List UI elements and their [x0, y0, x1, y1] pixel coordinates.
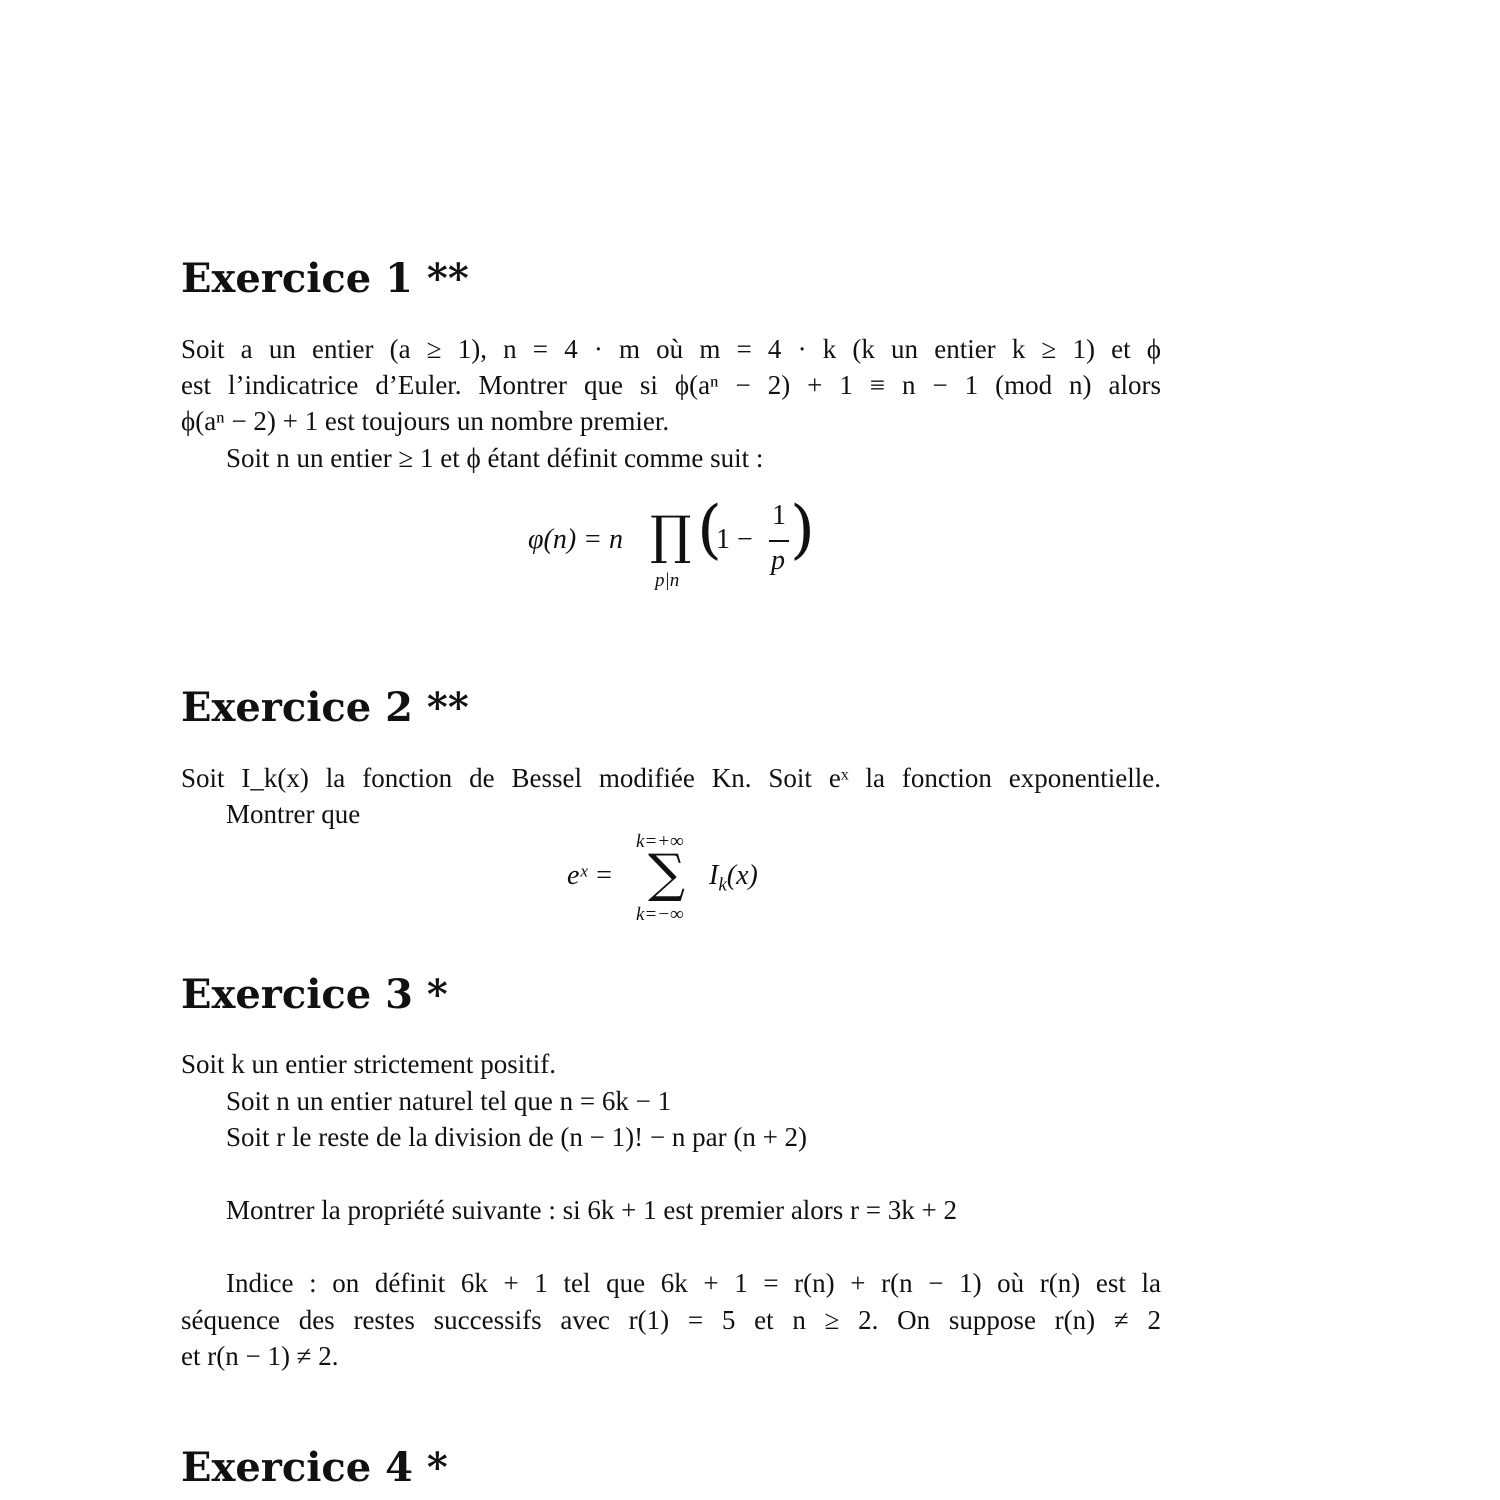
sum-symbol: ∑ — [648, 844, 686, 904]
bessel-term-argument: (x) — [726, 860, 758, 891]
exercise-2-line-2: Montrer que — [226, 799, 361, 829]
exercise-1-line-2: est l’indicatrice d’Euler. Montrer que si ϕ(aⁿ − 2) + 1 ≡ n − 1 (mod n) alors — [181, 370, 1161, 400]
exercise-3-line-2: Soit n un entier naturel tel que n = 6k − 1 — [226, 1086, 672, 1116]
exercise-1-heading: Exercice 1 ** — [181, 255, 469, 302]
formula-lhs: φ(n) = n — [528, 524, 624, 555]
product-symbol: ∏ — [650, 506, 692, 566]
bessel-term — [709, 860, 758, 897]
bessel-term-symbol: I — [709, 860, 719, 891]
exercise-3-line-7: et r(n − 1) ≠ 2. — [181, 1341, 339, 1371]
fraction-denominator: p — [771, 545, 785, 576]
fraction-bar — [769, 540, 789, 542]
fraction-numerator: 1 — [772, 500, 786, 531]
formula-lhs: eˣ = — [567, 860, 614, 891]
bessel-term-subscript: k — [718, 874, 727, 896]
sum-lower-limit: k=−∞ — [636, 904, 684, 925]
exercise-2-line-1: Soit I_k(x) la fonction de Bessel modifiée Kn. Soit eˣ la fonction exponentielle. — [181, 763, 1161, 793]
exercise-1-line-3: ϕ(aⁿ − 2) + 1 est toujours un nombre premier. — [181, 406, 670, 436]
exercise-1-line-4: Soit n un entier ≥ 1 et ϕ étant définit comme suit : — [226, 443, 764, 473]
exercise-3-line-6: séquence des restes successifs avec r(1) = 5 et n ≥ 2. On suppose r(n) ≠ 2 — [181, 1305, 1161, 1335]
exercise-3-line-5: Indice : on définit 6k + 1 tel que 6k + 1 = r(n) + r(n − 1) où r(n) est la — [226, 1268, 1161, 1298]
exercise-2-heading: Exercice 2 ** — [181, 684, 469, 731]
product-subscript: p|n — [655, 570, 680, 591]
sum-upper-limit: k=+∞ — [636, 831, 684, 852]
exercise-3-line-3: Soit r le reste de la division de (n − 1)! − n par (n + 2) — [226, 1122, 808, 1152]
exercise-3-line-1: Soit k un entier strictement positif. — [181, 1049, 556, 1079]
left-paren: ( — [697, 493, 722, 567]
formula-one-minus: 1 − — [716, 524, 753, 555]
right-paren: ) — [790, 493, 815, 567]
exercise-3-heading: Exercice 3 * — [181, 971, 448, 1018]
exercise-1-line-1: Soit a un entier (a ≥ 1), n = 4 · m où m = 4 · k (k un entier k ≥ 1) et ϕ — [181, 334, 1161, 364]
exercise-3-line-4: Montrer la propriété suivante : si 6k + 1 est premier alors r = 3k + 2 — [226, 1195, 958, 1225]
exercise-4-heading: Exercice 4 * — [181, 1444, 448, 1491]
